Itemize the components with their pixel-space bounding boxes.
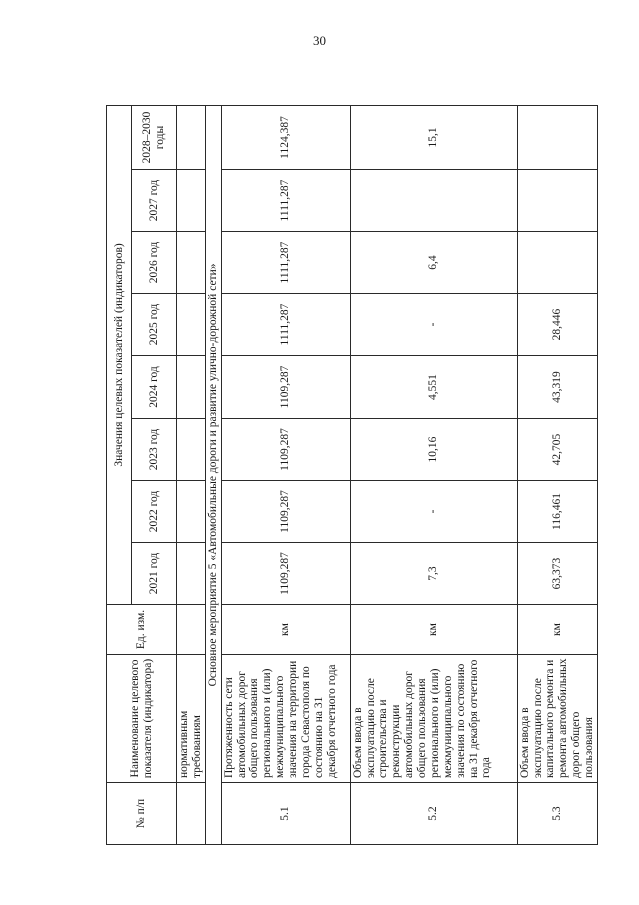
row-value xyxy=(350,170,517,232)
col-header-year: 2022 год xyxy=(132,481,177,543)
row-value: 1124,387 xyxy=(221,105,350,169)
row-num: 5.2 xyxy=(350,783,517,845)
row-value: 42,705 xyxy=(517,419,597,481)
col-header-year: 2026 год xyxy=(132,232,177,294)
col-header-year: 2021 год xyxy=(132,543,177,605)
row-value: - xyxy=(350,481,517,543)
col-header-year: 2028–2030 годы xyxy=(132,105,177,169)
row-name: Протяженность сети автомобильных дорог общего пользования регионального и (или) межмуниципального значения на территории города Севастополя по состоянию на 31 декабря отчетного года xyxy=(221,655,350,783)
row-value: 1111,287 xyxy=(221,232,350,294)
row-value: - xyxy=(350,294,517,356)
col-header-name: Наименование целевого показателя (индикатора) xyxy=(107,655,177,783)
row-value: 43,319 xyxy=(517,356,597,419)
table-row xyxy=(350,105,517,844)
row-value: 1109,287 xyxy=(221,356,350,419)
row-value: 28,446 xyxy=(517,294,597,356)
row-value xyxy=(517,232,597,294)
col-header-year: 2027 год xyxy=(132,170,177,232)
section-title: Основное мероприятие 5 «Автомобильные дороги и развитие улично-дорожной сети» xyxy=(205,105,221,844)
page-number: 30 xyxy=(313,33,326,48)
row-value: 4,551 xyxy=(350,356,517,419)
row-unit: км xyxy=(350,605,517,655)
col-header-year: 2023 год xyxy=(132,419,177,481)
col-header-num: № п/п xyxy=(107,783,177,845)
row-value: 6,4 xyxy=(350,232,517,294)
row-value xyxy=(517,105,597,169)
col-header-year: 2024 год xyxy=(132,356,177,419)
row-value: 7,3 xyxy=(350,543,517,605)
row-value: 1109,287 xyxy=(221,543,350,605)
header-row-1 xyxy=(107,105,132,844)
row-unit: км xyxy=(517,605,597,655)
row-name: Объем ввода в эксплуатацию после строительства и реконструкции автомобильных дорог общего пользования регионального и (или) межмуниципального значения по состоянию на 31 декабря отчетного года xyxy=(350,655,517,783)
row-unit: км xyxy=(221,605,350,655)
row-value: 15,1 xyxy=(350,105,517,169)
indicators-table xyxy=(106,105,598,845)
row-value: 116,461 xyxy=(517,481,597,543)
table-row xyxy=(517,105,597,844)
row-value: 1111,287 xyxy=(221,170,350,232)
col-header-unit: Ед. изм. xyxy=(107,605,177,655)
continuation-name: нормативным требованиям xyxy=(177,655,206,783)
col-header-year: 2025 год xyxy=(132,294,177,356)
row-num: 5.3 xyxy=(517,783,597,845)
col-header-values-group: Значения целевых показателей (индикаторов) xyxy=(107,105,132,604)
continuation-row xyxy=(177,105,206,844)
row-value: 1109,287 xyxy=(221,419,350,481)
table-row xyxy=(221,105,350,844)
row-num: 5.1 xyxy=(221,783,350,845)
row-value: 1111,287 xyxy=(221,294,350,356)
row-value xyxy=(517,170,597,232)
row-value: 1109,287 xyxy=(221,481,350,543)
row-name: Объем ввода в эксплуатацию после капитального ремонта и ремонта автомобильных дорог общего пользования xyxy=(517,655,597,783)
rotated-table-container xyxy=(106,106,595,845)
row-value: 10,16 xyxy=(350,419,517,481)
row-value: 63,373 xyxy=(517,543,597,605)
section-row xyxy=(205,105,221,844)
